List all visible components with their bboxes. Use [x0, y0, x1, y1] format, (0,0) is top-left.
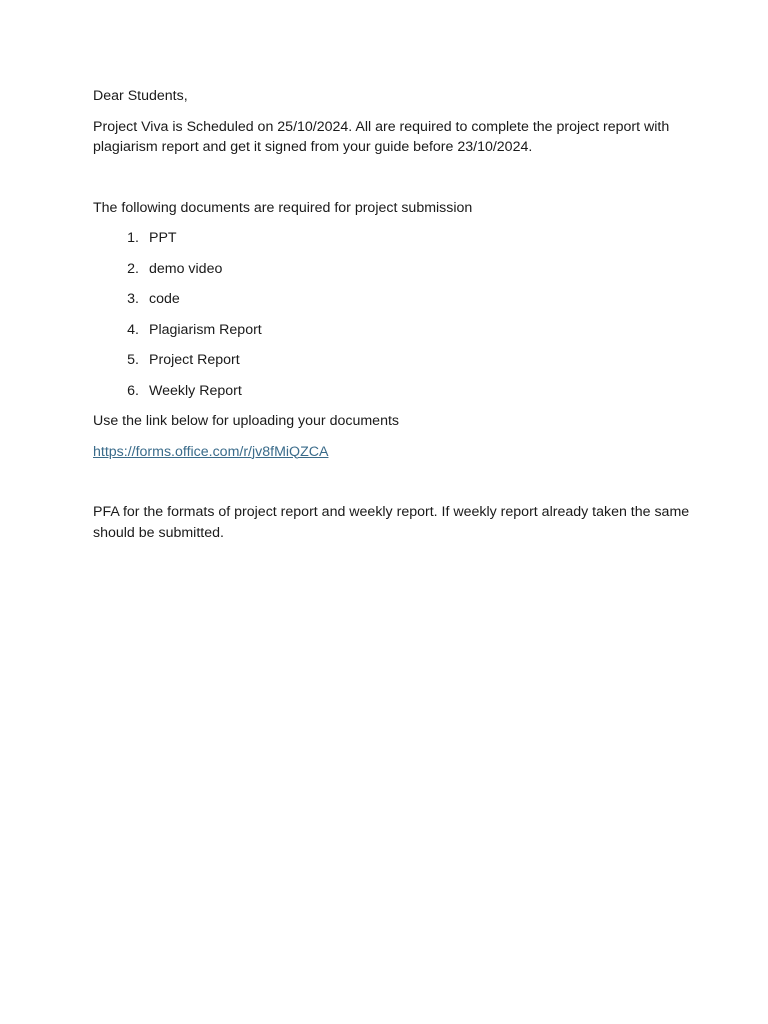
list-item-label: code	[149, 291, 180, 307]
list-item	[93, 320, 693, 341]
list-item-number: 5.	[127, 352, 139, 368]
list-item-number: 3.	[127, 291, 139, 307]
list-item	[93, 228, 693, 249]
documents-list	[93, 228, 693, 401]
document-page	[93, 86, 693, 543]
pfa-paragraph: PFA for the formats of project report and weekly report. If weekly report already taken the same should be submitted.	[93, 504, 690, 541]
list-item-label: Weekly Report	[149, 382, 242, 399]
list-item	[93, 350, 693, 371]
greeting: Dear Students,	[93, 88, 188, 104]
documents-heading: The following documents are required for project submission	[93, 199, 473, 216]
intro-paragraph: Project Viva is Scheduled on 25/10/2024. All are required to complete the project report with plagiarism report and get it signed from your guide before 23/10/2024.	[93, 118, 670, 155]
upload-link[interactable]: https://forms.office.com/r/jv8fMiQZCA	[93, 443, 329, 460]
list-item	[93, 381, 693, 402]
list-item-label: Plagiarism Report	[149, 321, 262, 338]
list-item	[93, 259, 693, 280]
list-item-label: PPT	[149, 230, 177, 246]
list-item-label: Project Report	[149, 352, 240, 368]
list-item-number: 2.	[127, 260, 139, 277]
list-item-number: 6.	[127, 382, 139, 399]
list-item-label: demo video	[149, 260, 223, 277]
list-item-number: 4.	[127, 321, 139, 338]
list-item	[93, 289, 693, 310]
list-item-number: 1.	[127, 230, 139, 246]
upload-instruction: Use the link below for uploading your documents	[93, 413, 399, 429]
